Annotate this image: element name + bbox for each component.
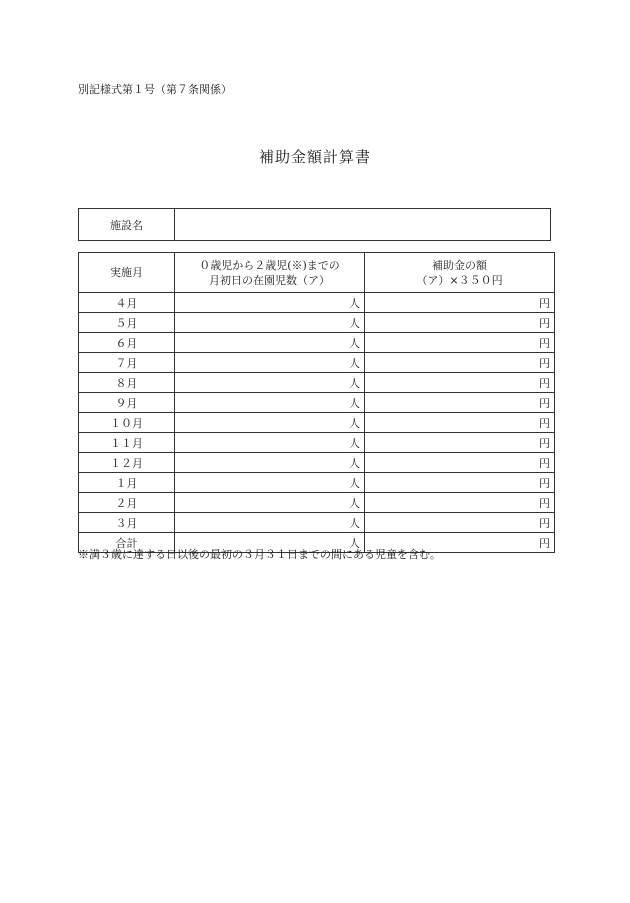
header-children-line2: 月初日の在園児数（ア） [209, 273, 330, 287]
facility-name-field[interactable] [175, 209, 551, 241]
subsidy-amount-cell[interactable]: 円 [365, 353, 555, 373]
month-cell: ９月 [79, 393, 175, 413]
children-count-cell[interactable]: 人 [175, 533, 365, 553]
table-row [79, 513, 555, 533]
document-title: 補助金額計算書 [258, 148, 371, 166]
subsidy-amount-cell[interactable]: 円 [365, 373, 555, 393]
children-count-cell[interactable]: 人 [175, 293, 365, 313]
children-count-cell[interactable]: 人 [175, 313, 365, 333]
subsidy-amount-cell[interactable]: 円 [365, 473, 555, 493]
children-count-cell[interactable]: 人 [175, 513, 365, 533]
table-row [79, 493, 555, 513]
facility-label: 施設名 [79, 209, 175, 241]
children-count-cell[interactable]: 人 [175, 333, 365, 353]
table-row [79, 333, 555, 353]
month-cell: ７月 [79, 353, 175, 373]
subsidy-amount-cell[interactable]: 円 [365, 313, 555, 333]
month-cell: 合計 [79, 533, 175, 553]
children-count-cell[interactable]: 人 [175, 493, 365, 513]
subsidy-amount-cell[interactable]: 円 [365, 513, 555, 533]
table-row [79, 313, 555, 333]
header-amount-line2: （ア）×３５０円 [416, 273, 503, 287]
header-children-line1: ０歳児から２歳児(※)までの [199, 258, 340, 272]
month-cell: ２月 [79, 493, 175, 513]
header-amount-line1: 補助金の額 [432, 258, 487, 272]
month-cell: １２月 [79, 453, 175, 473]
table-header-row [79, 253, 555, 293]
subsidy-amount-cell[interactable]: 円 [365, 533, 555, 553]
table-row [79, 393, 555, 413]
table-row [79, 293, 555, 313]
month-cell: ４月 [79, 293, 175, 313]
facility-table [78, 208, 551, 241]
footnote: ※満３歳に達する日以後の最初の３月３１日までの間にある児童を含む。 [78, 548, 441, 561]
subsidy-amount-cell[interactable]: 円 [365, 293, 555, 313]
subsidy-amount-cell[interactable]: 円 [365, 393, 555, 413]
subsidy-amount-cell[interactable]: 円 [365, 413, 555, 433]
header-children-count [175, 253, 365, 293]
month-cell: １月 [79, 473, 175, 493]
subsidy-amount-cell[interactable]: 円 [365, 333, 555, 353]
table-row [79, 433, 555, 453]
table-row [79, 353, 555, 373]
table-row [79, 473, 555, 493]
subsidy-amount-cell[interactable]: 円 [365, 493, 555, 513]
form-reference: 別記様式第１号（第７条関係） [78, 83, 232, 96]
month-cell: ８月 [79, 373, 175, 393]
header-month: 実施月 [79, 253, 175, 293]
month-cell: １０月 [79, 413, 175, 433]
month-cell: ３月 [79, 513, 175, 533]
children-count-cell[interactable]: 人 [175, 473, 365, 493]
children-count-cell[interactable]: 人 [175, 353, 365, 373]
month-cell: １１月 [79, 433, 175, 453]
children-count-cell[interactable]: 人 [175, 373, 365, 393]
subsidy-amount-cell[interactable]: 円 [365, 453, 555, 473]
table-row [79, 373, 555, 393]
children-count-cell[interactable]: 人 [175, 433, 365, 453]
month-cell: ６月 [79, 333, 175, 353]
table-row [79, 453, 555, 473]
subsidy-amount-cell[interactable]: 円 [365, 433, 555, 453]
children-count-cell[interactable]: 人 [175, 413, 365, 433]
children-count-cell[interactable]: 人 [175, 453, 365, 473]
header-subsidy-amount [365, 253, 555, 293]
month-cell: ５月 [79, 313, 175, 333]
subsidy-calculation-table [78, 252, 555, 553]
table-row [79, 413, 555, 433]
children-count-cell[interactable]: 人 [175, 393, 365, 413]
